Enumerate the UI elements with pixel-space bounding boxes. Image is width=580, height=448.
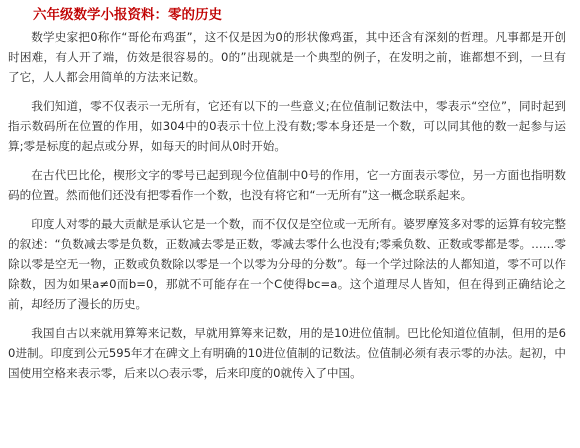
paragraph-5: 我国自古以来就用算筹来记数，早就用算筹来记数，用的是10进位值制。巴比伦知道位值制，但用的是60进制。印度到公元595年才在碑文上有明确的10进位值制的记数法。位值制必须有表示零的办法。起初，中国使用空格来表示零，后来以○表示零，后来印度的0就传入了中国。: [8, 326, 566, 380]
article-title: 六年级数学小报资料：零的历史: [33, 7, 222, 23]
paragraph-4: 印度人对零的最大贡献是承认它是一个数，而不仅仅是空位或一无所有。婆罗摩笈多对零的运算有较完整的叙述：“负数减去零是负数，正数减去零是正数，零减去零什么也没有;零乘负数、正数或零都是零。……零除以零是空无一物，正数或负数除以零是一个以零为分母的分数”。每一个学过除法的人都知道，零不可以作除数，因为如果a≠0而b=0，那就不可能存在一个C使得bc=a。这个道理尽人皆知，但在得到正确结论之前，却经历了漫长的历史。: [8, 217, 566, 311]
paragraph-2: 我们知道，零不仅表示一无所有，它还有以下的一些意义;在位值制记数法中，零表示“空位”，同时起到指示数码所在位置的作用，如304中的0表示十位上没有数;零本身还是一个数，可以同其他的数一起参与运算;零是标度的起点或分界，如每天的时间从0时开始。: [8, 99, 566, 153]
paragraph-3: 在古代巴比伦，楔形文字的零号已起到现今位值制中0号的作用，它一方面表示零位，另一方面也指明数码的位置。然而他们还没有把零看作一个数，也没有将它和“一无所有”这一概念联系起来。: [8, 168, 566, 202]
paragraph-1: 数学史家把0称作“哥伦布鸡蛋”，这不仅是因为0的形状像鸡蛋，其中还含有深刻的哲理。凡事都是开创时困难，有人开了端，仿效是很容易的。0的”出现就是一个典型的例子，在发明之前，谁都想不到，一旦有了它，人人都会用简单的方法来记数。: [8, 30, 566, 84]
